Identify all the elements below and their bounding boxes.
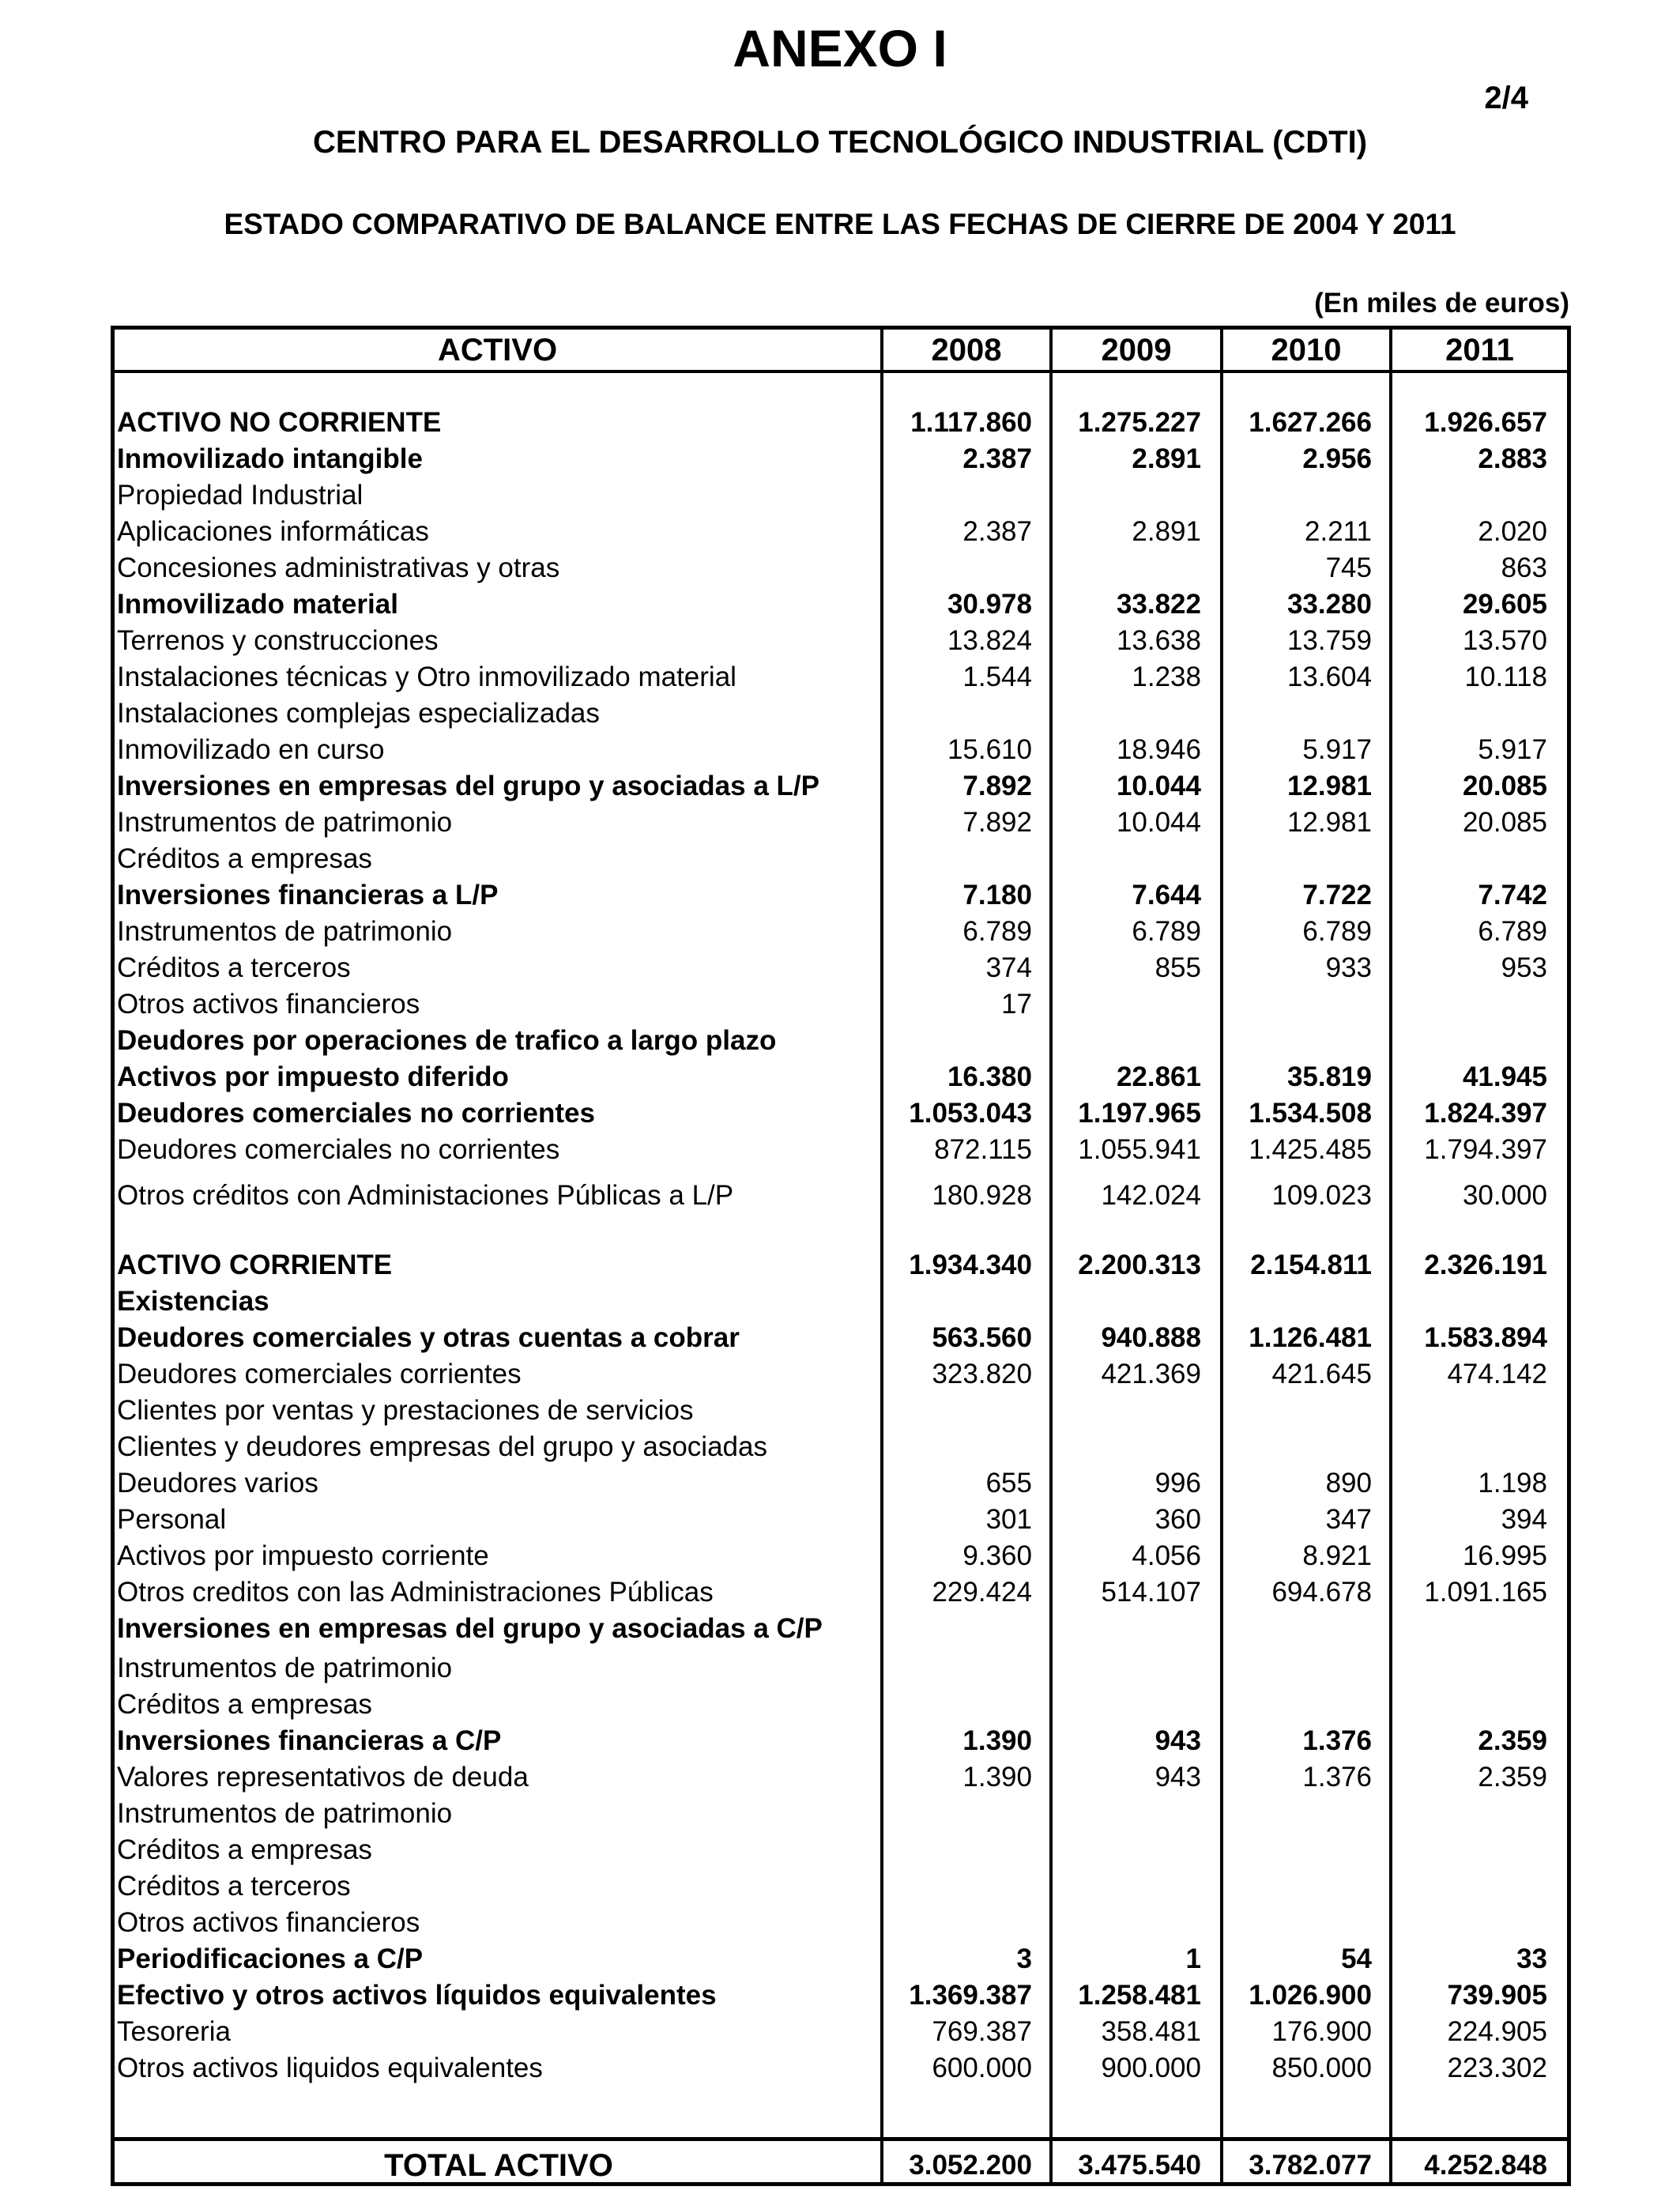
table-row <box>117 1059 1565 1095</box>
header-divider <box>111 370 1571 373</box>
row-value-2008: 7.180 <box>962 880 1032 910</box>
row-value-2009: 2.891 <box>1132 516 1201 547</box>
row-value-2008: 13.824 <box>947 625 1032 656</box>
row-value-2010: 176.900 <box>1271 2016 1372 2047</box>
row-value-2010: 2.211 <box>1305 516 1372 547</box>
row-value-2008: 2.387 <box>962 443 1032 474</box>
row-label: Créditos a empresas <box>117 1834 372 1865</box>
row-label: Otros activos financieros <box>117 1907 420 1938</box>
row-label: Instalaciones complejas especializadas <box>117 698 600 729</box>
row-value-2010: 109.023 <box>1271 1180 1372 1211</box>
row-label: Otros creditos con las Administraciones Públicas <box>117 1577 714 1608</box>
table-row <box>117 1465 1565 1502</box>
table-row <box>117 986 1565 1023</box>
row-label: Efectivo y otros activos líquidos equivalentes <box>117 1980 717 2011</box>
row-value-2008: 872.115 <box>934 1134 1032 1165</box>
table-row <box>117 732 1565 768</box>
row-value-2009: 6.789 <box>1132 916 1201 947</box>
row-value-2010: 5.917 <box>1302 734 1372 765</box>
row-value-2008: 655 <box>985 1468 1032 1498</box>
organization-title: CENTRO PARA EL DESARROLLO TECNOLÓGICO INDUSTRIAL (CDTI) <box>312 125 1368 160</box>
row-value-2008: 1.117.860 <box>910 407 1032 438</box>
row-value-2008: 3 <box>1016 1943 1032 1974</box>
row-value-2011: 30.000 <box>1462 1180 1547 1211</box>
row-value-2009: 33.822 <box>1116 589 1201 620</box>
row-value-2011: 1.198 <box>1478 1468 1547 1498</box>
row-value-2009: 996 <box>1155 1468 1201 1498</box>
row-value-2011: 2.326.191 <box>1424 1250 1547 1280</box>
table-row <box>117 696 1565 732</box>
row-value-2009: 18.946 <box>1116 734 1201 765</box>
row-label: Inversiones en empresas del grupo y asociadas a C/P <box>117 1613 823 1644</box>
row-label: Valores representativos de deuda <box>117 1762 529 1793</box>
row-value-2011: 20.085 <box>1462 771 1547 801</box>
row-label: Instrumentos de patrimonio <box>117 916 453 947</box>
table-row <box>117 1023 1565 1059</box>
table-row <box>117 841 1565 877</box>
row-value-2008: 374 <box>985 952 1032 983</box>
row-value-2011: 2.020 <box>1478 516 1547 547</box>
row-label: Inmovilizado en curso <box>117 734 385 765</box>
row-value-2011: 1.824.397 <box>1424 1098 1547 1129</box>
row-value-2010: 35.819 <box>1286 1061 1372 1092</box>
table-row <box>117 768 1565 805</box>
row-value-2010: 1.026.900 <box>1249 1980 1372 2011</box>
row-label: Créditos a empresas <box>117 1689 372 1720</box>
row-value-2009: 855 <box>1155 952 1201 983</box>
table-row <box>117 2014 1565 2050</box>
row-value-2008: 30.978 <box>947 589 1032 620</box>
row-value-2010: 7.722 <box>1302 880 1372 910</box>
row-value-2008: 323.820 <box>932 1359 1032 1389</box>
table-row <box>117 1132 1565 1168</box>
row-value-2009: 421.369 <box>1101 1359 1201 1389</box>
row-value-2008: 600.000 <box>932 2053 1032 2083</box>
row-value-2008: 16.380 <box>947 1061 1032 1092</box>
row-value-2010: 850.000 <box>1271 2053 1372 2083</box>
row-value-2009: 358.481 <box>1101 2016 1201 2047</box>
row-value-2009: 514.107 <box>1101 1577 1201 1608</box>
row-value-2009: 900.000 <box>1101 2053 1201 2083</box>
table-row <box>117 405 1565 441</box>
row-value-2010: 1.376 <box>1302 1762 1372 1793</box>
row-value-2009: 22.861 <box>1116 1061 1201 1092</box>
row-value-2008: 769.387 <box>932 2016 1032 2047</box>
column-header-2011: 2011 <box>1445 333 1514 368</box>
row-label: Deudores comerciales y otras cuentas a cobrar <box>117 1322 740 1353</box>
row-value-2009: 1.197.965 <box>1078 1098 1201 1129</box>
table-row <box>117 2050 1565 2087</box>
row-value-2011: 1.583.894 <box>1424 1322 1547 1353</box>
row-label: Deudores comerciales no corrientes <box>117 1098 595 1129</box>
row-value-2010: 347 <box>1325 1504 1372 1535</box>
total-2008: 3.052.200 <box>909 2150 1032 2181</box>
row-label: ACTIVO NO CORRIENTE <box>117 407 442 438</box>
table-row <box>117 805 1565 841</box>
table-row <box>117 1650 1565 1687</box>
row-value-2010: 6.789 <box>1302 916 1372 947</box>
row-value-2011: 394 <box>1501 1504 1547 1535</box>
row-value-2008: 15.610 <box>947 734 1032 765</box>
row-value-2008: 1.053.043 <box>909 1098 1032 1129</box>
row-value-2011: 10.118 <box>1464 662 1547 692</box>
row-label: Inmovilizado material <box>117 589 398 620</box>
row-label: Activos por impuesto diferido <box>117 1061 509 1092</box>
table-row <box>117 1284 1565 1320</box>
row-label: Personal <box>117 1504 227 1535</box>
row-value-2010: 1.376 <box>1302 1725 1372 1756</box>
table-row <box>117 1356 1565 1393</box>
row-value-2011: 20.085 <box>1462 807 1547 838</box>
row-value-2009: 1 <box>1185 1943 1201 1974</box>
row-value-2011: 1.926.657 <box>1424 407 1547 438</box>
table-row <box>117 1429 1565 1465</box>
row-label: Inversiones financieras a L/P <box>117 880 499 910</box>
table-row <box>117 1941 1565 1977</box>
table-row <box>117 1977 1565 2014</box>
row-label: Aplicaciones informáticas <box>117 516 429 547</box>
row-label: Instrumentos de patrimonio <box>117 807 453 838</box>
table-row <box>117 877 1565 914</box>
row-value-2009: 7.644 <box>1132 880 1201 910</box>
row-value-2008: 1.934.340 <box>909 1250 1032 1280</box>
row-label: Propiedad Industrial <box>117 480 363 511</box>
row-label: Créditos a empresas <box>117 843 372 874</box>
table-row <box>117 1796 1565 1832</box>
total-2009: 3.475.540 <box>1078 2150 1201 2181</box>
row-value-2010: 33.280 <box>1286 589 1372 620</box>
units-note: (En miles de euros) <box>1314 288 1569 319</box>
table-row <box>117 477 1565 514</box>
row-value-2011: 5.917 <box>1478 734 1547 765</box>
row-label: Inversiones financieras a C/P <box>117 1725 502 1756</box>
row-label: Deudores comerciales corrientes <box>117 1359 522 1389</box>
row-value-2010: 12.981 <box>1286 807 1372 838</box>
table-row <box>117 1611 1565 1647</box>
row-value-2010: 2.154.811 <box>1250 1250 1372 1280</box>
row-label: Deudores comerciales no corrientes <box>117 1134 560 1165</box>
row-value-2009: 10.044 <box>1116 807 1201 838</box>
total-divider <box>111 2137 1571 2141</box>
row-label: Inmovilizado intangible <box>117 443 423 474</box>
table-row <box>117 1868 1565 1905</box>
row-value-2011: 863 <box>1501 552 1547 583</box>
total-2010: 3.782.077 <box>1249 2150 1372 2181</box>
row-label: Créditos a terceros <box>117 952 351 983</box>
row-value-2011: 1.794.397 <box>1424 1134 1547 1165</box>
row-value-2010: 12.981 <box>1286 771 1372 801</box>
row-value-2009: 943 <box>1155 1725 1201 1756</box>
report-subtitle: ESTADO COMPARATIVO DE BALANCE ENTRE LAS FECHAS DE CIERRE DE 2004 Y 2011 <box>224 208 1456 240</box>
row-label: Créditos a terceros <box>117 1871 351 1902</box>
row-label: Inversiones en empresas del grupo y asociadas a L/P <box>117 771 819 801</box>
row-label: Clientes por ventas y prestaciones de servicios <box>117 1395 694 1426</box>
row-value-2011: 223.302 <box>1447 2053 1547 2083</box>
row-value-2011: 41.945 <box>1462 1061 1547 1092</box>
row-value-2008: 6.789 <box>962 916 1032 947</box>
row-value-2011: 2.883 <box>1478 443 1547 474</box>
row-value-2011: 6.789 <box>1478 916 1547 947</box>
row-value-2009: 4.056 <box>1132 1540 1201 1571</box>
row-value-2011: 739.905 <box>1447 1980 1547 2011</box>
row-value-2008: 1.544 <box>962 662 1032 692</box>
row-value-2008: 9.360 <box>962 1540 1032 1571</box>
row-value-2010: 1.126.481 <box>1249 1322 1372 1353</box>
total-activo-label: TOTAL ACTIVO <box>384 2148 613 2183</box>
row-value-2010: 933 <box>1325 952 1372 983</box>
row-label: Terrenos y construcciones <box>117 625 439 656</box>
table-row <box>117 914 1565 950</box>
row-value-2010: 2.956 <box>1302 443 1372 474</box>
table-row <box>117 950 1565 986</box>
table-row <box>117 1723 1565 1759</box>
row-value-2008: 17 <box>1001 989 1032 1020</box>
row-value-2008: 301 <box>985 1504 1032 1535</box>
row-label: Instalaciones técnicas y Otro inmovilizado material <box>117 662 736 692</box>
row-value-2008: 1.390 <box>962 1762 1032 1793</box>
row-label: Tesoreria <box>117 2016 231 2047</box>
row-value-2010: 1.534.508 <box>1249 1098 1372 1129</box>
table-row <box>117 586 1565 623</box>
row-value-2008: 563.560 <box>932 1322 1032 1353</box>
table-row <box>117 1502 1565 1538</box>
table-row <box>117 1393 1565 1429</box>
row-value-2011: 474.142 <box>1447 1359 1547 1389</box>
row-value-2011: 7.742 <box>1478 880 1547 910</box>
row-value-2011: 13.570 <box>1462 625 1547 656</box>
row-value-2010: 890 <box>1325 1468 1372 1498</box>
row-value-2010: 745 <box>1325 552 1372 583</box>
row-value-2009: 1.275.227 <box>1078 407 1201 438</box>
row-value-2009: 1.238 <box>1132 662 1201 692</box>
table-row <box>117 1538 1565 1574</box>
row-value-2010: 1.627.266 <box>1249 407 1372 438</box>
row-value-2008: 7.892 <box>962 771 1032 801</box>
row-value-2008: 1.390 <box>962 1725 1032 1756</box>
row-value-2010: 13.604 <box>1286 662 1372 692</box>
row-value-2010: 54 <box>1341 1943 1372 1974</box>
row-value-2010: 13.759 <box>1286 625 1372 656</box>
row-value-2011: 16.995 <box>1462 1540 1547 1571</box>
row-label: Periodificaciones a C/P <box>117 1943 424 1974</box>
row-value-2011: 1.091.165 <box>1424 1577 1547 1608</box>
table-row <box>117 1905 1565 1941</box>
row-label: Clientes y deudores empresas del grupo y asociadas <box>117 1431 767 1462</box>
table-row <box>117 1320 1565 1356</box>
row-label: Instrumentos de patrimonio <box>117 1653 453 1683</box>
row-value-2010: 1.425.485 <box>1249 1134 1372 1165</box>
table-row <box>117 514 1565 550</box>
table-row <box>117 1574 1565 1611</box>
row-value-2011: 33 <box>1516 1943 1547 1974</box>
column-header-2010: 2010 <box>1271 333 1342 368</box>
row-value-2009: 1.258.481 <box>1078 1980 1201 2011</box>
row-value-2009: 943 <box>1155 1762 1201 1793</box>
table-row <box>117 441 1565 477</box>
table-row <box>117 659 1565 696</box>
table-row <box>117 1095 1565 1132</box>
row-label: Otros activos liquidos equivalentes <box>117 2053 543 2083</box>
row-label: Otros créditos con Administaciones Públicas a L/P <box>117 1180 734 1211</box>
row-value-2009: 142.024 <box>1101 1180 1201 1211</box>
row-value-2011: 2.359 <box>1478 1725 1547 1756</box>
row-value-2009: 2.200.313 <box>1078 1250 1201 1280</box>
row-label: Deudores por operaciones de trafico a largo plazo <box>117 1025 777 1056</box>
row-label: Existencias <box>117 1286 269 1317</box>
row-value-2010: 421.645 <box>1271 1359 1372 1389</box>
row-value-2009: 360 <box>1155 1504 1201 1535</box>
table-row <box>117 1178 1565 1214</box>
row-label: Deudores varios <box>117 1468 318 1498</box>
table-row <box>117 1247 1565 1284</box>
row-label: ACTIVO CORRIENTE <box>117 1250 393 1280</box>
row-value-2009: 10.044 <box>1116 771 1201 801</box>
row-value-2009: 2.891 <box>1132 443 1201 474</box>
column-header-2009: 2009 <box>1101 333 1172 368</box>
column-header-2008: 2008 <box>931 333 1002 368</box>
row-value-2008: 229.424 <box>932 1577 1032 1608</box>
row-label: Otros activos financieros <box>117 989 420 1020</box>
row-value-2008: 1.369.387 <box>909 1980 1032 2011</box>
row-value-2010: 8.921 <box>1302 1540 1372 1571</box>
table-row <box>117 623 1565 659</box>
annex-title: ANEXO I <box>733 19 947 77</box>
row-label: Concesiones administrativas y otras <box>117 552 560 583</box>
row-value-2011: 29.605 <box>1462 589 1547 620</box>
row-value-2009: 940.888 <box>1101 1322 1201 1353</box>
row-label: Instrumentos de patrimonio <box>117 1798 453 1829</box>
table-row <box>117 1687 1565 1723</box>
row-value-2011: 2.359 <box>1478 1762 1547 1793</box>
page-number: 2/4 <box>1484 81 1528 115</box>
table-row <box>117 550 1565 586</box>
table-row <box>117 1832 1565 1868</box>
total-2011: 4.252.848 <box>1424 2150 1547 2181</box>
row-value-2009: 1.055.941 <box>1078 1134 1201 1165</box>
row-value-2011: 953 <box>1501 952 1547 983</box>
table-row <box>117 1759 1565 1796</box>
row-value-2010: 694.678 <box>1271 1577 1372 1608</box>
row-value-2009: 13.638 <box>1116 625 1201 656</box>
column-header-activo: ACTIVO <box>437 333 558 368</box>
row-value-2008: 2.387 <box>962 516 1032 547</box>
row-value-2011: 224.905 <box>1447 2016 1547 2047</box>
row-value-2008: 180.928 <box>932 1180 1032 1211</box>
row-value-2008: 7.892 <box>962 807 1032 838</box>
row-label: Activos por impuesto corriente <box>117 1540 489 1571</box>
